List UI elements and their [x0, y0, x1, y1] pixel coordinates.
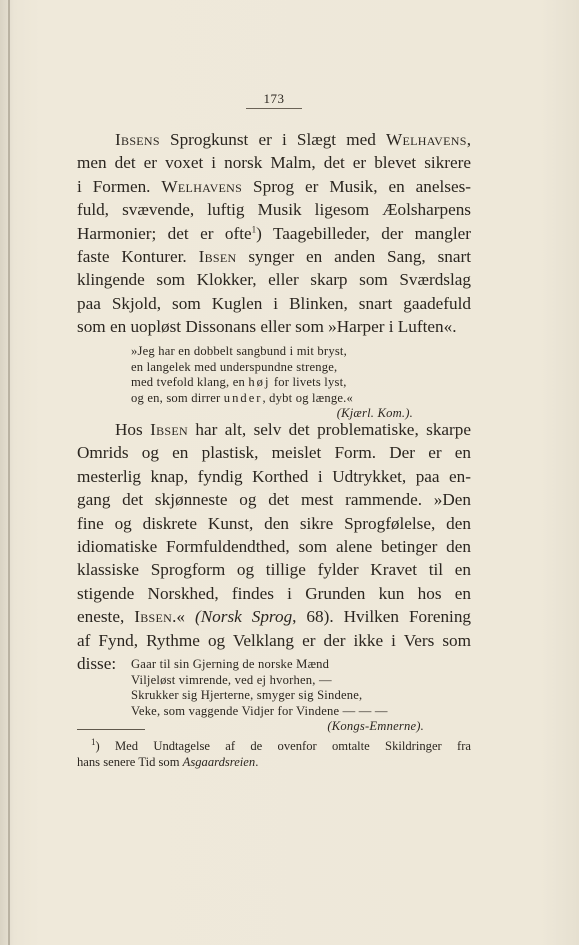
text-span: .: [255, 755, 259, 769]
paragraph-line: [77, 245, 471, 268]
verse-line: [131, 391, 413, 407]
verse-line: Skrukker sig Hjerterne, smyger sig Sindene,: [131, 688, 363, 703]
author-name-welhavens: Welhavens: [385, 130, 467, 149]
footnote-separator: [77, 729, 145, 730]
text-span: , dybt og længe.«: [262, 390, 353, 405]
footnote: [77, 738, 471, 770]
paragraph-line: mesterlig knap, fyndig Korthed i Udtrykket, paa en-: [77, 466, 471, 486]
emphasized-word: under: [223, 390, 263, 405]
author-name-ibsen: Ibsen: [198, 247, 237, 267]
page-number: 173: [263, 91, 285, 106]
verse-line: Viljeløst vimrende, ved ej hvorhen, —: [131, 672, 332, 687]
author-name-ibsen: Ibsen: [150, 420, 188, 439]
text-span: ) Med Undtagelse af de ovenfor omtalte Skildringer fra: [95, 739, 471, 753]
text-span: Hos: [115, 420, 151, 439]
author-name-ibsens: Ibsens: [115, 130, 160, 149]
text-span: faste Konturer.: [77, 247, 199, 267]
paragraph-line: paa Skjold, som Kuglen i Blinken, snart gaadefuld: [77, 293, 471, 313]
text-span: med tvefold klang, en: [131, 375, 249, 390]
paragraph-line: klassiske Sprogform og tillige fylder Kravet til en: [77, 560, 471, 580]
text-span: i Formen.: [77, 176, 162, 196]
paragraph-line: fuld, svævende, luftig Musik ligesom Æolsharpens: [77, 200, 471, 220]
cited-work-title: (Norsk Sprog: [194, 607, 293, 627]
verse-line: Veke, som vaggende Vidjer for Vindene — — —: [131, 703, 388, 718]
paragraph-line: stigende Norskhed, findes i Grunden kun hos en: [77, 583, 471, 603]
paragraph-line: af Fynd, Rythme og Velklang er der ikke i Vers som: [77, 630, 471, 650]
text-span: og en, som dirrer: [131, 390, 224, 405]
paragraph-2: [77, 418, 471, 675]
paragraph-line: [77, 222, 471, 245]
text-span: .«: [172, 607, 195, 627]
paragraph-1: [77, 128, 471, 339]
paragraph-line: men det er voxet i norsk Malm, det er blevet sikrere: [77, 153, 471, 173]
verse-line: »Jeg har en dobbelt sangbund i mit bryst,: [131, 344, 347, 358]
paragraph-line: gang det skjønneste og det mest rammende. »Den: [77, 490, 471, 510]
text-span: Harmonier; det er ofte: [77, 223, 252, 243]
paragraph-line: [77, 175, 471, 198]
author-name-welhavens: Welhavens: [161, 176, 243, 196]
footnote-line: [77, 754, 471, 770]
paragraph-line: [77, 128, 471, 151]
text-span: eneste,: [77, 607, 135, 627]
quote-attribution: (Kongs-Emnerne).: [327, 719, 424, 734]
quote-attribution: (Kjærl. Kom.).: [336, 406, 413, 421]
emphasized-word: høj: [248, 375, 271, 390]
cited-work-title: Asgaardsreien: [182, 755, 256, 769]
paragraph-line: [77, 605, 471, 628]
text-span: har alt, selv det problematiske, skarpe: [188, 420, 471, 439]
paragraph-line: fine og diskrete Kunst, den sikre Sprogfølelse, den: [77, 513, 471, 533]
verse-line: en langelek med underspundne strenge,: [131, 359, 338, 374]
paragraph-line: [77, 418, 471, 441]
footnote-line: [77, 738, 471, 754]
text-span: hans senere Tid som: [77, 755, 183, 769]
paragraph-line: som en uopløst Dissonans eller som »Harper i Luften«.: [77, 317, 457, 337]
text-span: synger en anden Sang, snart: [236, 247, 471, 267]
footnote-ref: 1: [251, 223, 257, 234]
verse-line: [131, 375, 413, 391]
verse-line: Gaar til sin Gjerning de norske Mænd: [131, 657, 330, 671]
paragraph-line: Omrids og en plastisk, meislet Form. Der er en: [77, 443, 471, 463]
paragraph-line: idiomatiske Formfuldendthed, som alene betinger den: [77, 537, 471, 557]
text-span: for livets lyst,: [270, 375, 347, 390]
text-span: , 68). Hvilken Forening: [292, 607, 472, 627]
text-span: Sprog er Musik, en anelses-: [242, 176, 471, 196]
page-binding-edge: [8, 0, 10, 945]
author-name-ibsen: Ibsen: [134, 607, 173, 627]
text-span: ,: [466, 130, 471, 149]
paragraph-line: disse:: [77, 654, 117, 674]
footnote-marker: 1: [91, 736, 96, 747]
verse-quote-2: [131, 657, 424, 735]
text-span: ) Taagebilleder, der mangler: [256, 223, 471, 243]
page-number-rule: [246, 108, 302, 109]
verse-quote-1: [131, 344, 413, 422]
paragraph-line: klingende som Klokker, eller skarp som Sværdslag: [77, 270, 471, 290]
text-span: Sprogkunst er i Slægt med: [159, 130, 386, 149]
